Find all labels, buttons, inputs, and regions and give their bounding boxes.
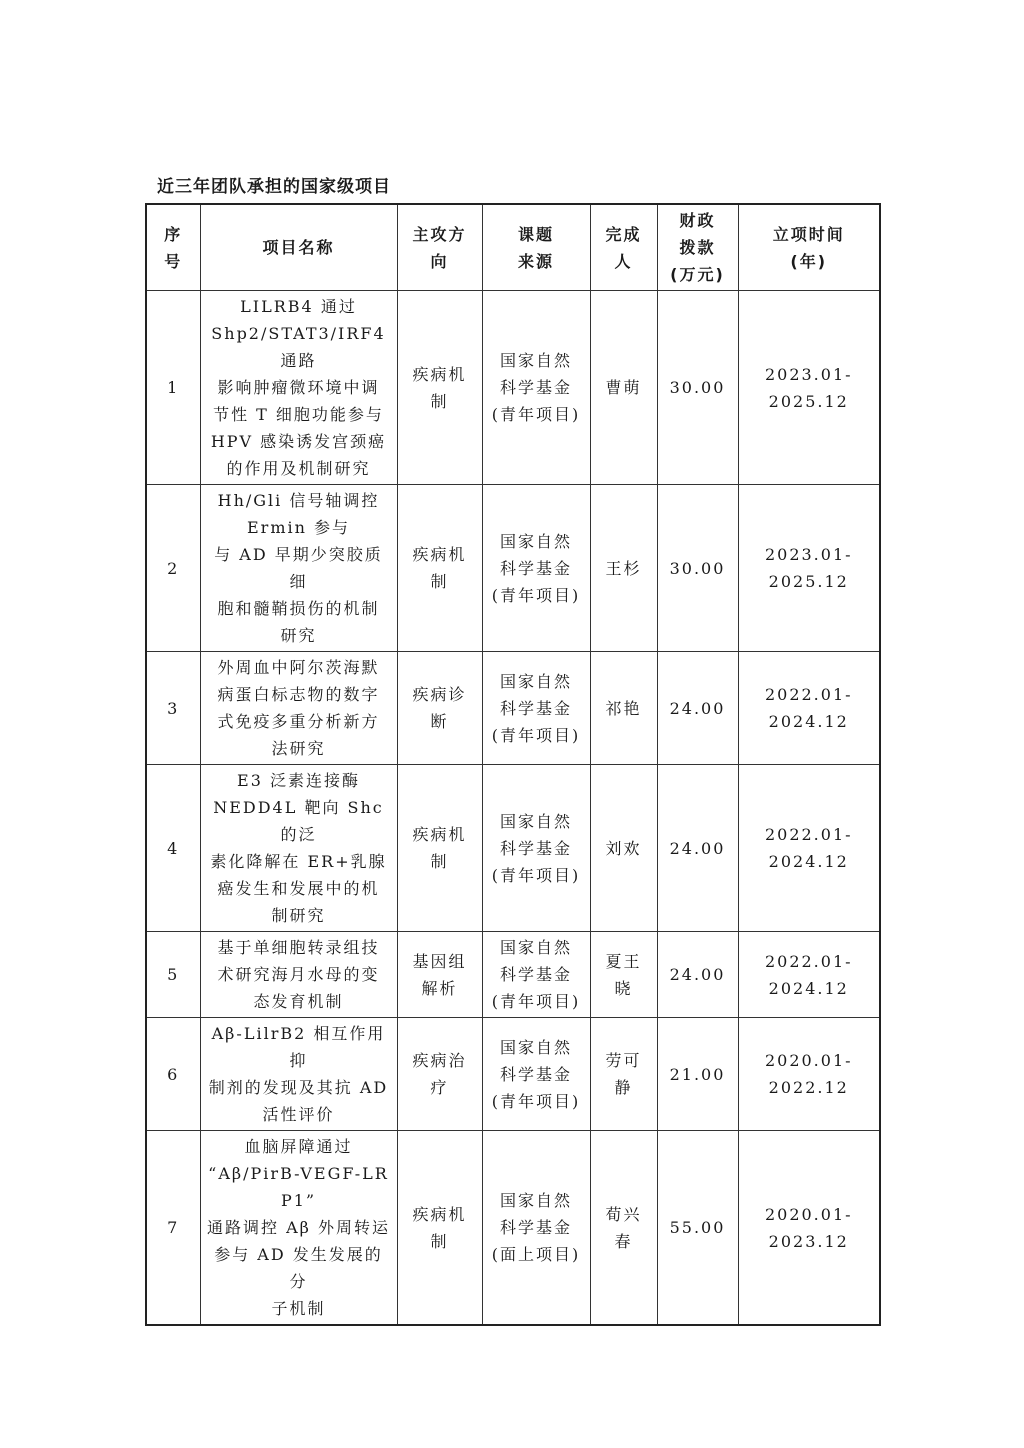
cell-direction: 疾病治 疗 (397, 1018, 482, 1131)
header-name: 项目名称 (200, 204, 397, 291)
cell-name: Aβ-LilrB2 相互作用抑 制剂的发现及其抗 AD 活性评价 (200, 1018, 397, 1131)
cell-name: LILRB4 通过 Shp2/STAT3/IRF4 通路 影响肿瘤微环境中调 节性 T 细胞功能参与 HPV 感染诱发宫颈癌 的作用及机制研究 (200, 291, 397, 485)
cell-direction: 疾病机 制 (397, 1131, 482, 1326)
cell-funding: 24.00 (657, 765, 738, 932)
cell-person: 曹萌 (590, 291, 657, 485)
cell-direction: 疾病机 制 (397, 765, 482, 932)
cell-index: 5 (146, 932, 200, 1018)
cell-period: 2020.01-2022.12 (738, 1018, 880, 1131)
cell-person: 夏王 晓 (590, 932, 657, 1018)
cell-period: 2020.01-2023.12 (738, 1131, 880, 1326)
cell-funding: 24.00 (657, 932, 738, 1018)
table-row (146, 1131, 880, 1326)
cell-funding: 30.00 (657, 291, 738, 485)
cell-source: 国家自然 科学基金 (青年项目) (482, 485, 590, 652)
cell-funding: 24.00 (657, 652, 738, 765)
cell-index: 6 (146, 1018, 200, 1131)
cell-name: Hh/Gli 信号轴调控 Ermin 参与 与 AD 早期少突胶质细 胞和髓鞘损伤的机制 研究 (200, 485, 397, 652)
cell-name: 基于单细胞转录组技 术研究海月水母的变 态发育机制 (200, 932, 397, 1018)
cell-index: 1 (146, 291, 200, 485)
cell-index: 2 (146, 485, 200, 652)
cell-source: 国家自然 科学基金 (青年项目) (482, 652, 590, 765)
header-funding: 财政 拨款 (万元) (657, 204, 738, 291)
cell-source: 国家自然 科学基金 (青年项目) (482, 1018, 590, 1131)
cell-source: 国家自然 科学基金 (青年项目) (482, 765, 590, 932)
cell-funding: 21.00 (657, 1018, 738, 1131)
table-row (146, 765, 880, 932)
header-person: 完成 人 (590, 204, 657, 291)
header-source: 课题 来源 (482, 204, 590, 291)
cell-person: 刘欢 (590, 765, 657, 932)
header-direction: 主攻方 向 (397, 204, 482, 291)
table-row (146, 485, 880, 652)
cell-name: E3 泛素连接酶 NEDD4L 靶向 Shc 的泛 素化降解在 ER+乳腺 癌发生和发展中的机 制研究 (200, 765, 397, 932)
cell-direction: 基因组 解析 (397, 932, 482, 1018)
table-row (146, 932, 880, 1018)
cell-period: 2023.01-2025.12 (738, 485, 880, 652)
cell-person: 劳可 静 (590, 1018, 657, 1131)
cell-period: 2022.01-2024.12 (738, 765, 880, 932)
projects-table (145, 203, 881, 1326)
cell-direction: 疾病机 制 (397, 291, 482, 485)
table-row (146, 1018, 880, 1131)
cell-direction: 疾病机 制 (397, 485, 482, 652)
cell-source: 国家自然 科学基金 (青年项目) (482, 932, 590, 1018)
cell-name: 血脑屏障通过 “Aβ/PirB-VEGF-LRP1” 通路调控 Aβ 外周转运 参与 AD 发生发展的分 子机制 (200, 1131, 397, 1326)
cell-period: 2022.01-2024.12 (738, 932, 880, 1018)
cell-index: 7 (146, 1131, 200, 1326)
header-index: 序 号 (146, 204, 200, 291)
cell-person: 祁艳 (590, 652, 657, 765)
cell-index: 4 (146, 765, 200, 932)
cell-period: 2022.01-2024.12 (738, 652, 880, 765)
cell-source: 国家自然 科学基金 (面上项目) (482, 1131, 590, 1326)
header-period: 立项时间 (年) (738, 204, 880, 291)
table-row (146, 291, 880, 485)
cell-funding: 30.00 (657, 485, 738, 652)
cell-direction: 疾病诊 断 (397, 652, 482, 765)
cell-index: 3 (146, 652, 200, 765)
cell-person: 荀兴 春 (590, 1131, 657, 1326)
cell-name: 外周血中阿尔茨海默 病蛋白标志物的数字 式免疫多重分析新方 法研究 (200, 652, 397, 765)
table-row (146, 652, 880, 765)
cell-period: 2023.01-2025.12 (738, 291, 880, 485)
cell-source: 国家自然 科学基金 (青年项目) (482, 291, 590, 485)
cell-funding: 55.00 (657, 1131, 738, 1326)
cell-person: 王杉 (590, 485, 657, 652)
table-caption: 近三年团队承担的国家级项目 (157, 177, 391, 197)
header-row (146, 204, 880, 291)
